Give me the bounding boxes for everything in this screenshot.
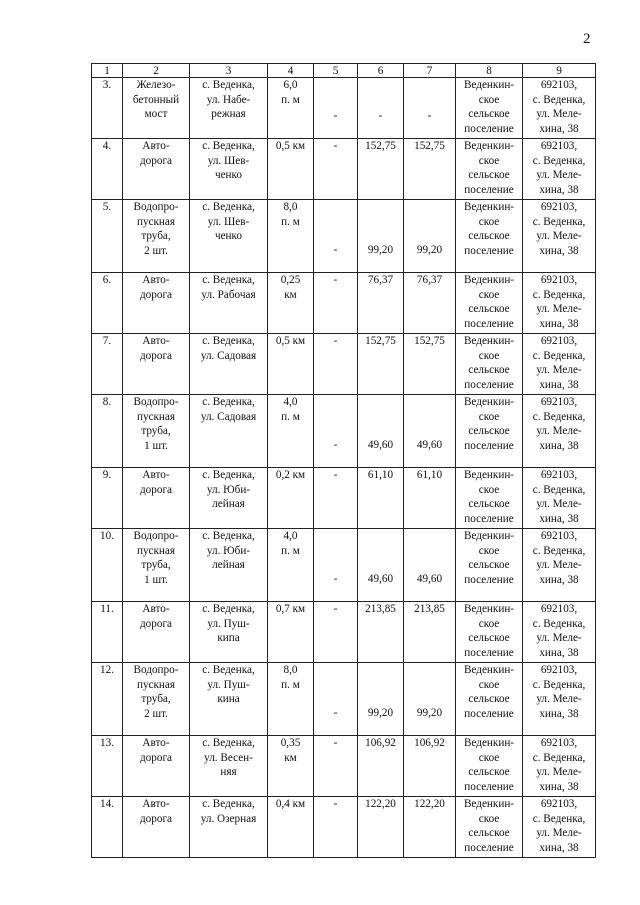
column-6-cell: 99,20 — [358, 200, 404, 273]
column-5-cell: - — [314, 139, 358, 200]
size-cell: 4,0 п. м — [268, 529, 314, 602]
object-name-cell: Авто- дорога — [123, 273, 190, 334]
column-6-cell: 152,75 — [358, 334, 404, 395]
row-number-cell: 7. — [92, 334, 123, 395]
column-6-cell: - — [358, 78, 404, 139]
table-row — [92, 529, 596, 602]
table-row — [92, 663, 596, 736]
row-number-cell: 12. — [92, 663, 123, 736]
column-5-cell: - — [314, 200, 358, 273]
column-header: 7 — [404, 64, 456, 78]
owner-cell: Веденкин- ское сельское поселение — [456, 200, 523, 273]
column-7-cell: 99,20 — [404, 663, 456, 736]
column-5-cell: - — [314, 273, 358, 334]
size-cell: 8,0 п. м — [268, 663, 314, 736]
object-name-cell: Водопро- пускная труба, 2 шт. — [123, 200, 190, 273]
row-number-cell: 14. — [92, 797, 123, 858]
address-cell: с. Веденка, ул. Набе- режная — [190, 78, 268, 139]
owner-address-cell: 692103, с. Веденка, ул. Меле- хина, 38 — [523, 139, 596, 200]
owner-cell: Веденкин- ское сельское поселение — [456, 529, 523, 602]
table-row — [92, 468, 596, 529]
owner-address-cell: 692103, с. Веденка, ул. Меле- хина, 38 — [523, 273, 596, 334]
column-5-cell: - — [314, 334, 358, 395]
owner-address-cell: 692103, с. Веденка, ул. Меле- хина, 38 — [523, 468, 596, 529]
row-number-cell: 3. — [92, 78, 123, 139]
page-number: 2 — [583, 31, 591, 47]
row-number-cell: 5. — [92, 200, 123, 273]
table-row — [92, 200, 596, 273]
table-header-row — [92, 64, 596, 78]
address-cell: с. Веденка, ул. Озерная — [190, 797, 268, 858]
size-cell: 0,4 км — [268, 797, 314, 858]
size-cell: 8,0 п. м — [268, 200, 314, 273]
column-7-cell: 49,60 — [404, 395, 456, 468]
column-6-cell: 61,10 — [358, 468, 404, 529]
size-cell: 4,0 п. м — [268, 395, 314, 468]
table-row — [92, 736, 596, 797]
column-7-cell: 49,60 — [404, 529, 456, 602]
column-7-cell: 106,92 — [404, 736, 456, 797]
table-row — [92, 797, 596, 858]
column-6-cell: 76,37 — [358, 273, 404, 334]
column-7-cell: 61,10 — [404, 468, 456, 529]
owner-address-cell: 692103, с. Веденка, ул. Меле- хина, 38 — [523, 663, 596, 736]
column-header: 1 — [92, 64, 123, 78]
size-cell: 0,7 км — [268, 602, 314, 663]
address-cell: с. Веденка, ул. Юби- лейная — [190, 529, 268, 602]
owner-address-cell: 692103, с. Веденка, ул. Меле- хина, 38 — [523, 334, 596, 395]
column-7-cell: 122,20 — [404, 797, 456, 858]
table-row — [92, 334, 596, 395]
column-5-cell: - — [314, 797, 358, 858]
object-name-cell: Авто- дорога — [123, 602, 190, 663]
column-header: 6 — [358, 64, 404, 78]
size-cell: 0,2 км — [268, 468, 314, 529]
address-cell: с. Веденка, ул. Садовая — [190, 334, 268, 395]
column-6-cell: 122,20 — [358, 797, 404, 858]
owner-address-cell: 692103, с. Веденка, ул. Меле- хина, 38 — [523, 78, 596, 139]
address-cell: с. Веденка, ул. Пуш- кина — [190, 663, 268, 736]
object-name-cell: Водопро- пускная труба, 1 шт. — [123, 529, 190, 602]
row-number-cell: 9. — [92, 468, 123, 529]
owner-address-cell: 692103, с. Веденка, ул. Меле- хина, 38 — [523, 797, 596, 858]
column-7-cell: 152,75 — [404, 139, 456, 200]
row-number-cell: 13. — [92, 736, 123, 797]
column-6-cell: 99,20 — [358, 663, 404, 736]
owner-cell: Веденкин- ское сельское поселение — [456, 78, 523, 139]
table-row — [92, 139, 596, 200]
column-header: 3 — [190, 64, 268, 78]
column-header: 4 — [268, 64, 314, 78]
size-cell: 0,25 км — [268, 273, 314, 334]
owner-address-cell: 692103, с. Веденка, ул. Меле- хина, 38 — [523, 529, 596, 602]
owner-cell: Веденкин- ское сельское поселение — [456, 468, 523, 529]
address-cell: с. Веденка, ул. Юби- лейная — [190, 468, 268, 529]
column-5-cell: - — [314, 395, 358, 468]
object-name-cell: Авто- дорога — [123, 468, 190, 529]
property-registry-table — [91, 63, 596, 858]
column-header: 8 — [456, 64, 523, 78]
owner-cell: Веденкин- ское сельское поселение — [456, 797, 523, 858]
column-7-cell: - — [404, 78, 456, 139]
owner-cell: Веденкин- ское сельское поселение — [456, 334, 523, 395]
column-7-cell: 152,75 — [404, 334, 456, 395]
row-number-cell: 11. — [92, 602, 123, 663]
size-cell: 0,5 км — [268, 334, 314, 395]
column-6-cell: 49,60 — [358, 395, 404, 468]
object-name-cell: Авто- дорога — [123, 797, 190, 858]
column-7-cell: 213,85 — [404, 602, 456, 663]
object-name-cell: Авто- дорога — [123, 736, 190, 797]
column-6-cell: 106,92 — [358, 736, 404, 797]
owner-cell: Веденкин- ское сельское поселение — [456, 273, 523, 334]
table-row — [92, 78, 596, 139]
size-cell: 6,0 п. м — [268, 78, 314, 139]
column-6-cell: 152,75 — [358, 139, 404, 200]
column-header: 2 — [123, 64, 190, 78]
object-name-cell: Железо- бетонный мост — [123, 78, 190, 139]
address-cell: с. Веденка, ул. Весен- няя — [190, 736, 268, 797]
size-cell: 0,35 км — [268, 736, 314, 797]
column-6-cell: 213,85 — [358, 602, 404, 663]
address-cell: с. Веденка, ул. Садовая — [190, 395, 268, 468]
object-name-cell: Водопро- пускная труба, 2 шт. — [123, 663, 190, 736]
owner-cell: Веденкин- ское сельское поселение — [456, 139, 523, 200]
column-5-cell: - — [314, 78, 358, 139]
column-7-cell: 99,20 — [404, 200, 456, 273]
owner-address-cell: 692103, с. Веденка, ул. Меле- хина, 38 — [523, 200, 596, 273]
column-6-cell: 49,60 — [358, 529, 404, 602]
object-name-cell: Авто- дорога — [123, 334, 190, 395]
object-name-cell: Авто- дорога — [123, 139, 190, 200]
address-cell: с. Веденка, ул. Рабочая — [190, 273, 268, 334]
column-5-cell: - — [314, 736, 358, 797]
column-5-cell: - — [314, 529, 358, 602]
table-row — [92, 602, 596, 663]
owner-address-cell: 692103, с. Веденка, ул. Меле- хина, 38 — [523, 736, 596, 797]
owner-cell: Веденкин- ское сельское поселение — [456, 736, 523, 797]
column-7-cell: 76,37 — [404, 273, 456, 334]
row-number-cell: 6. — [92, 273, 123, 334]
column-5-cell: - — [314, 663, 358, 736]
row-number-cell: 8. — [92, 395, 123, 468]
address-cell: с. Веденка, ул. Пуш- кипа — [190, 602, 268, 663]
table-row — [92, 273, 596, 334]
owner-cell: Веденкин- ское сельское поселение — [456, 663, 523, 736]
owner-address-cell: 692103, с. Веденка, ул. Меле- хина, 38 — [523, 395, 596, 468]
row-number-cell: 4. — [92, 139, 123, 200]
column-5-cell: - — [314, 468, 358, 529]
row-number-cell: 10. — [92, 529, 123, 602]
address-cell: с. Веденка, ул. Шев- ченко — [190, 200, 268, 273]
address-cell: с. Веденка, ул. Шев- ченко — [190, 139, 268, 200]
object-name-cell: Водопро- пускная труба, 1 шт. — [123, 395, 190, 468]
owner-address-cell: 692103, с. Веденка, ул. Меле- хина, 38 — [523, 602, 596, 663]
column-header: 5 — [314, 64, 358, 78]
owner-cell: Веденкин- ское сельское поселение — [456, 602, 523, 663]
column-header: 9 — [523, 64, 596, 78]
table-row — [92, 395, 596, 468]
owner-cell: Веденкин- ское сельское поселение — [456, 395, 523, 468]
table-body — [92, 78, 596, 858]
size-cell: 0,5 км — [268, 139, 314, 200]
column-5-cell: - — [314, 602, 358, 663]
